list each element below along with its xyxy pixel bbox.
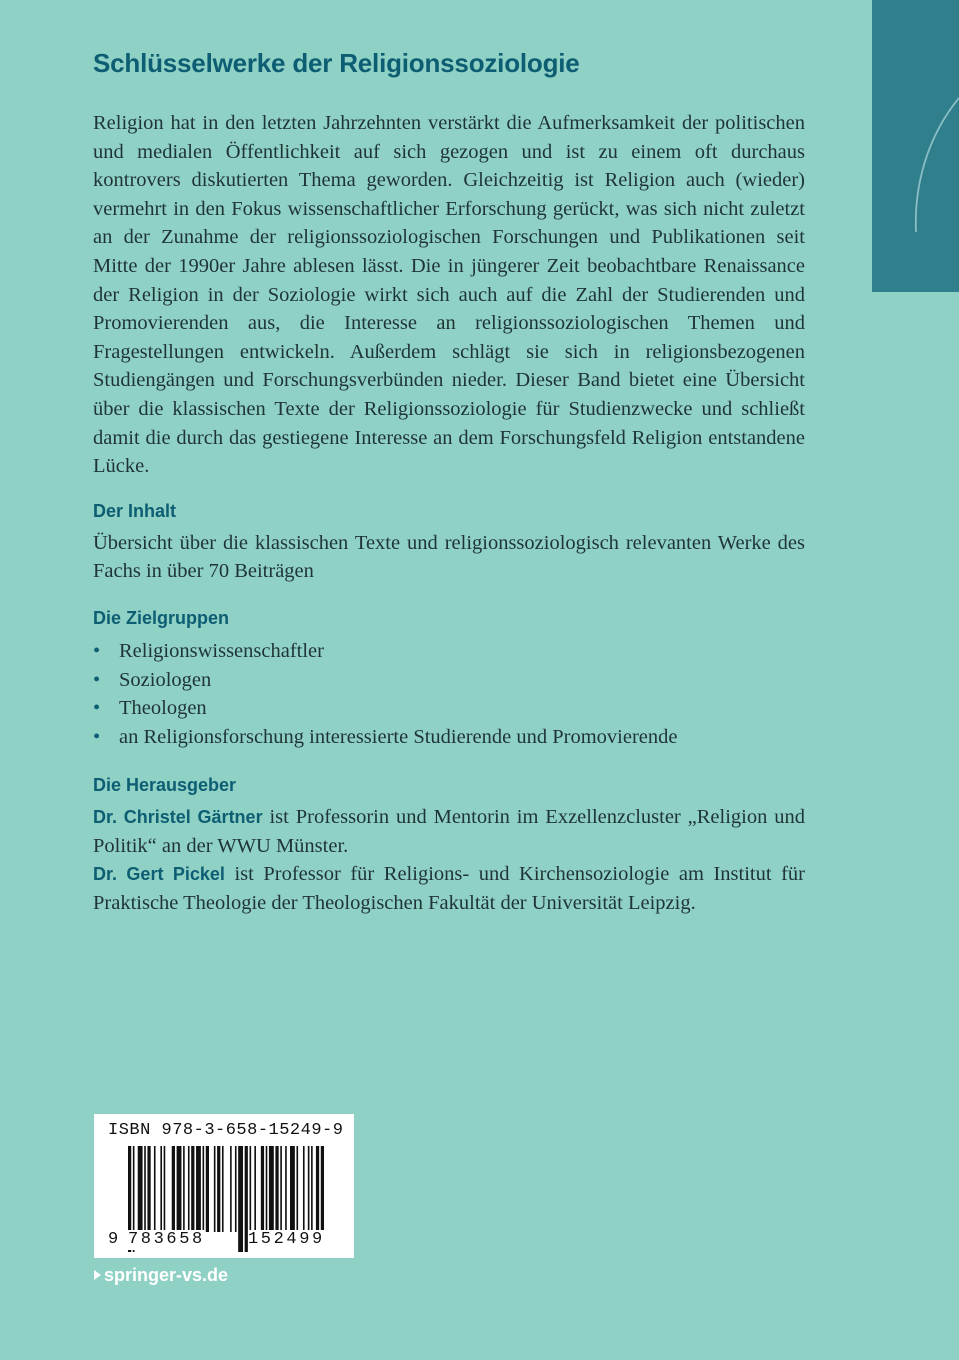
barcode-bar: [191, 1146, 194, 1232]
barcode-bar: [296, 1146, 298, 1232]
barcode-bar: [183, 1146, 185, 1232]
corner-arc-icon: [872, 0, 959, 292]
barcode-bar: [266, 1146, 268, 1232]
barcode-bar: [160, 1146, 162, 1232]
editor-entry: [93, 860, 805, 917]
barcode-bar: [261, 1146, 264, 1232]
editor-description: ist Professorin und Mentorin im Exzellenzcluster „Religion und Politik“ an der WWU Münster.: [93, 806, 805, 857]
barcode-left-digits: 783658: [128, 1230, 205, 1249]
barcode-bar: [144, 1146, 146, 1232]
triangle-right-icon: [94, 1270, 101, 1280]
list-item: • Theologen: [93, 694, 805, 723]
barcode-bar: [311, 1146, 313, 1232]
barcode-bar: [254, 1146, 256, 1232]
barcode-bar: [164, 1146, 166, 1232]
publisher-website-link[interactable]: [94, 1265, 228, 1285]
barcode-bar: [316, 1146, 319, 1232]
barcode-bar: [250, 1146, 252, 1232]
isbn-label: ISBN 978-3-658-15249-9: [108, 1121, 344, 1140]
barcode-bar: [285, 1146, 287, 1232]
barcode-bar: [222, 1146, 224, 1232]
list-item: • an Religionsforschung interessierte Studierende und Promovierende: [93, 723, 805, 752]
target-groups-list: [93, 637, 805, 751]
barcode-bar: [321, 1146, 324, 1232]
target-groups-heading: Die Zielgruppen: [93, 607, 230, 628]
barcode-bar: [203, 1146, 205, 1232]
barcode-bar: [235, 1146, 237, 1232]
content-description: Übersicht über die klassischen Texte und religionssoziologisch relevanten Werke des Fachs in über 70 Beiträgen: [93, 531, 805, 583]
list-item: • Soziologen: [93, 666, 805, 695]
barcode-bar: [154, 1146, 156, 1232]
isbn-barcode: [94, 1114, 354, 1258]
barcode-bar: [172, 1146, 175, 1232]
barcode-bar: [275, 1146, 278, 1232]
barcode-bar: [138, 1146, 143, 1232]
barcode-bar: [214, 1146, 216, 1232]
back-cover-content: [93, 44, 805, 918]
barcode-bar: [280, 1146, 282, 1232]
editors-heading: Die Herausgeber: [93, 775, 237, 796]
barcode-bar: [308, 1146, 310, 1232]
barcode-bar: [303, 1146, 305, 1232]
barcode-bar: [188, 1146, 190, 1232]
barcode-bar: [217, 1146, 220, 1232]
content-heading: Der Inhalt: [93, 500, 177, 521]
barcode-bar: [206, 1146, 209, 1232]
barcode-bar: [196, 1146, 201, 1232]
list-item: • Religionswissenschaftler: [93, 637, 805, 666]
publisher-url: springer-vs.de: [104, 1265, 229, 1285]
barcode-bar: [230, 1146, 232, 1232]
book-description: Religion hat in den letzten Jahrzehnten verstärkt die Aufmerksamkeit der politischen und medialen Öffentlichkeit auf sich gezogen und ist zu einem oft durchaus kontrovers diskutierten Thema geworden. Gleichzeitig ist Religion auch (wieder) vermehrt in den Fokus wissenschaftlicher Erforschung gerückt, was sich nicht zuletzt an der Zunahme der religionssoziologischen Forschungen und Publikationen seit Mitte der 1990er Jahre ablesen lässt. Die in jüngerer Zeit beobachtbare Renaissance der Religion in der Soziologie wirkt sich auch auf die Zahl der Studierenden und Promovierenden aus, die Interesse an religionssoziologischen Themen und Fragestellungen entwickeln. Außerdem schlägt sie sich in religionsbezogenen Studiengängen und Forschungsverbünden nieder. Dieser Band bietet eine Übersicht über die klassischen Texte der Religionssoziologie für Studienzwecke und schließt damit die durch das gestiegene Interesse an dem Forschungsfeld Religion entstandene Lücke.: [93, 112, 805, 478]
book-title: Schlüsselwerke der Religionssoziologie: [93, 48, 580, 78]
barcode-right-digits: 152499: [248, 1230, 325, 1249]
barcode-bar: [290, 1146, 295, 1232]
editor-name: Dr. Christel Gärtner: [93, 807, 263, 828]
barcode-bar: [269, 1146, 274, 1232]
corner-decoration: [872, 0, 959, 292]
barcode-bar: [238, 1146, 243, 1252]
editor-description: ist Professor für Religions- und Kirchensoziologie am Institut für Praktische Theologie der Theologischen Fakultät der Universität Leipzig.: [93, 863, 805, 915]
editor-name: Dr. Gert Pickel: [93, 864, 225, 885]
barcode-bar: [147, 1146, 150, 1232]
barcode-first-digit: 9: [108, 1230, 119, 1249]
editor-entry: [93, 803, 805, 860]
barcode-bar: [177, 1146, 182, 1232]
